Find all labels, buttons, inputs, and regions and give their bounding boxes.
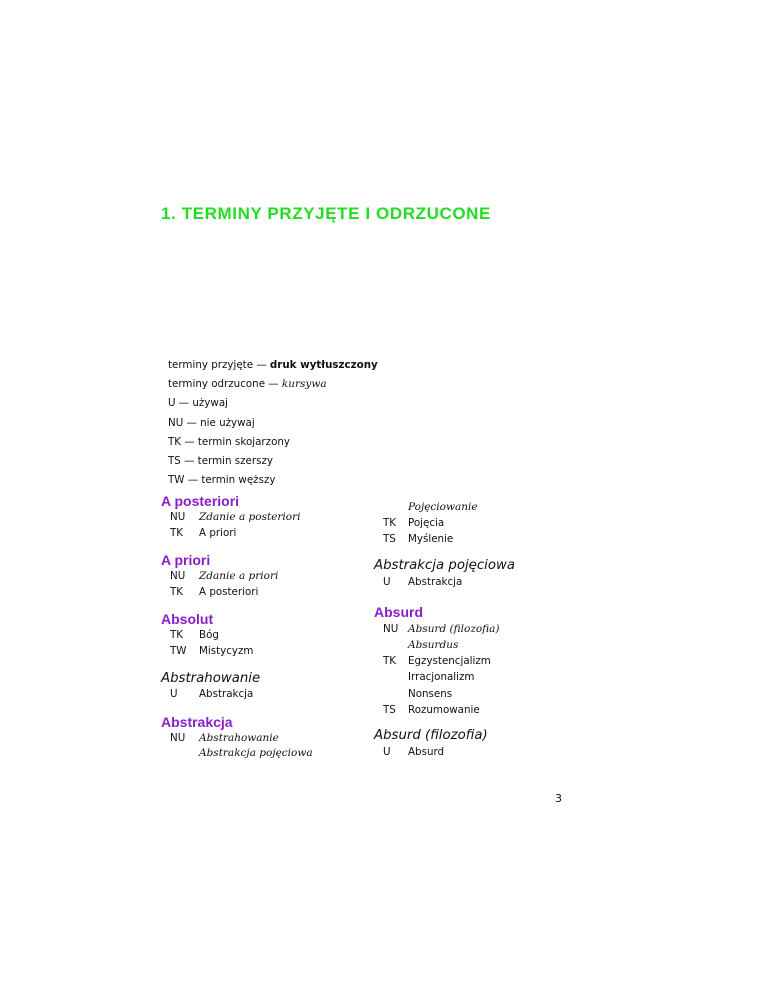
rel-code: NU (383, 622, 399, 635)
term-abstrakcja-pojeciowa: Abstrakcja pojęciowa (374, 557, 515, 573)
rel-code: TK (170, 585, 184, 598)
entry-abstrakcja-continued (374, 499, 604, 548)
rel-code: NU (170, 511, 186, 523)
rel-value: Absurdus (408, 639, 459, 652)
entry-abstrakcja (161, 714, 371, 762)
rel-code: TK (170, 629, 184, 641)
legend-accepted-label: terminy przyjęte — (168, 359, 270, 371)
rel-value: Abstrahowanie (199, 731, 279, 744)
legend-rejected-label: terminy odrzucone — (168, 378, 282, 391)
chapter-title: 1. TERMINY PRZYJĘTE I ODRZUCONE (161, 204, 491, 223)
term-a-posteriori: A posteriori (161, 493, 240, 509)
rel-tk-cont (374, 686, 604, 702)
rel-nu-cont (161, 746, 371, 762)
rel-ts (374, 702, 604, 718)
rel-code: TS (383, 533, 396, 546)
rel-value: Pojęcia (408, 517, 445, 530)
rel-value: Absurd (408, 746, 445, 759)
left-column (161, 493, 371, 762)
rel-value: Egzystencjalizm (408, 655, 491, 668)
term-abstrakcja: Abstrakcja (161, 713, 233, 730)
entry-absurd-filozofia (374, 727, 604, 760)
rel-ts (374, 531, 604, 547)
rel-tk-cont (374, 669, 604, 685)
entry-a-posteriori (161, 493, 371, 541)
rel-nu (374, 621, 604, 637)
entry-absolut (161, 611, 371, 659)
entry-a-priori (161, 552, 371, 600)
entry-absurd (374, 604, 604, 718)
rel-code: U (383, 746, 391, 759)
rel-u (374, 574, 604, 590)
rel-value: Abstrakcja (199, 688, 254, 700)
rel-value: Bóg (199, 629, 219, 641)
rel-value: Nonsens (408, 687, 453, 700)
rel-nu (161, 510, 371, 526)
rel-u (161, 687, 371, 703)
rel-value: Zdanie a posteriori (199, 511, 301, 523)
legend-accepted (168, 356, 378, 375)
rel-nu (161, 731, 371, 747)
rel-tk (374, 515, 604, 531)
rel-value: Zdanie a priori (199, 570, 279, 582)
rel-tk (161, 585, 371, 601)
legend-u: U — używaj (168, 397, 228, 410)
rel-value: Rozumowanie (408, 703, 480, 716)
rel-value: A priori (199, 526, 237, 539)
rel-value: A posteriori (199, 585, 259, 598)
rel-u (374, 744, 604, 760)
rel-code: U (383, 575, 391, 588)
term-absurd-filozofia: Absurd (filozofia) (374, 728, 488, 744)
legend-rejected (168, 375, 378, 394)
rel-tk (374, 653, 604, 669)
legend (168, 356, 378, 490)
right-column (374, 499, 604, 760)
rel-value: Abstrakcja pojęciowa (199, 747, 313, 759)
term-absolut: Absolut (161, 611, 214, 627)
rel-nu (161, 569, 371, 585)
legend-ts: TS — termin szerszy (168, 455, 273, 468)
legend-accepted-style: druk wytłuszczony (269, 359, 378, 371)
rel-tk (161, 526, 371, 542)
legend-tw: TW — termin węższy (168, 474, 276, 487)
rel-code: TS (383, 703, 396, 716)
rel-nu-cont (374, 637, 604, 653)
legend-tk: TK — termin skojarzony (168, 435, 290, 448)
rel-value: Pojęciowanie (408, 501, 478, 513)
entry-abstrahowanie (161, 670, 371, 703)
rel-code: NU (170, 570, 186, 582)
rel-code: TK (383, 655, 397, 668)
rel-code: U (170, 688, 178, 700)
rel-code: TK (383, 517, 397, 530)
rel-value: Mistycyzm (199, 644, 254, 657)
entry-abstrakcja-pojeciowa (374, 557, 604, 590)
rel-code: NU (170, 731, 186, 744)
rel-tw (161, 644, 371, 660)
term-abstrahowanie: Abstrahowanie (161, 671, 261, 686)
page-number: 3 (555, 792, 562, 805)
legend-nu: NU — nie używaj (168, 416, 255, 429)
legend-rejected-style: kursywa (281, 378, 327, 391)
term-a-priori: A priori (161, 552, 211, 568)
rel-tk (161, 628, 371, 644)
term-absurd: Absurd (374, 603, 423, 620)
rel-value: Abstrakcja (408, 575, 463, 588)
rel-value: Absurd (filozofia) (408, 622, 500, 635)
rel-nu-cont (374, 499, 604, 515)
rel-value: Myślenie (408, 533, 454, 546)
rel-code: TW (170, 644, 187, 657)
rel-code: TK (170, 526, 184, 539)
rel-value: Irracjonalizm (408, 671, 475, 684)
